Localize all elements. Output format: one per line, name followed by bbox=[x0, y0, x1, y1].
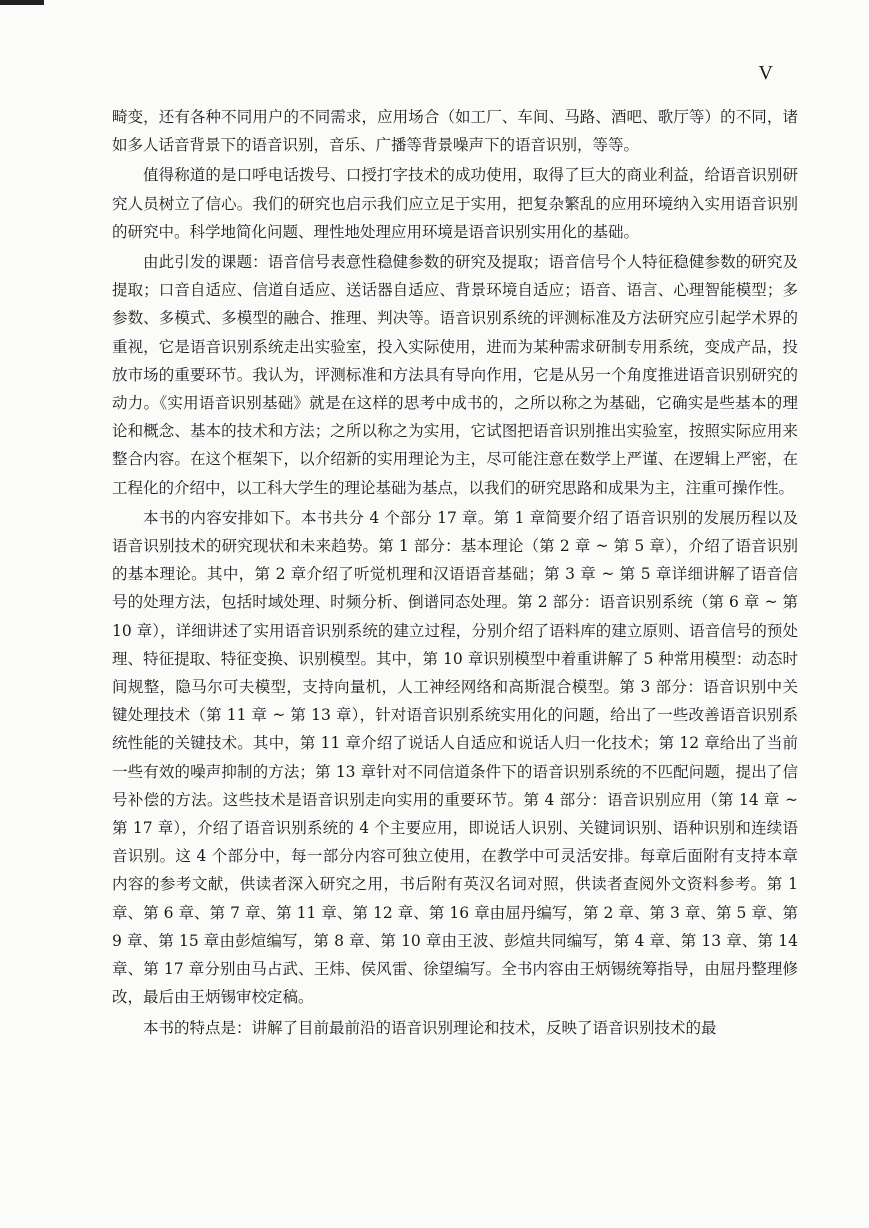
body-text bbox=[112, 103, 798, 1044]
paragraph-1: 畸变，还有各种不同用户的不同需求，应用场合（如工厂、车间、马路、酒吧、歌厅等）的不同，诸如多人话音背景下的语音识别，音乐、广播等背景噪声下的语音识别，等等。 bbox=[112, 108, 798, 155]
paragraph-3: 由此引发的课题：语音信号表意性稳健参数的研究及提取；语音信号个人特征稳健参数的研究及提取；口音自适应、信道自适应、送话器自适应、背景环境自适应；语音、语言、心理智能模型；多参数、多模式、多模型的融合、推理、判决等。语音识别系统的评测标准及方法研究应引起学术界的重视，它是语音识别系统走出实验室，投入实际使用，进而为某种需求研制专用系统，变成产品，投放市场的重要环节。我认为，评测标准和方法具有导向作用，它是从另一个角度推进语音识别研究的动力。《实用语音识别基础》就是在这样的思考中成书的，之所以称之为基础，它确实是些基本的理论和概念、基本的技术和方法；之所以称之为实用，它试图把语音识别推出实验室，按照实际应用来整合内容。在这个框架下，以介绍新的实用理论为主，尽可能注意在数学上严谨、在逻辑上严密，在工程化的介绍中，以工科大学生的理论基础为基点，以我们的研究思路和成果为主，注重可操作性。 bbox=[112, 253, 798, 497]
paragraph-5: 本书的特点是：讲解了目前最前沿的语音识别理论和技术，反映了语音识别技术的最 bbox=[143, 1018, 717, 1037]
corner-scan-mark bbox=[0, 0, 44, 5]
page-number: V bbox=[758, 62, 773, 84]
paragraph-2: 值得称道的是口呼电话拨号、口授打字技术的成功使用，取得了巨大的商业利益，给语音识别研究人员树立了信心。我们的研究也启示我们应立足于实用，把复杂繁乱的应用环境纳入实用语音识别的研究中。科学地简化问题、理性地处理应用环境是语音识别实用化的基础。 bbox=[112, 166, 798, 241]
paragraph-4: 本书的内容安排如下。本书共分 4 个部分 17 章。第 1 章简要介绍了语音识别的发展历程以及语音识别技术的研究现状和未来趋势。第 1 部分：基本理论（第 2 章 ~ 第 5 章），介绍了语音识别的基本理论。其中，第 2 章介绍了听觉机理和汉语语音基础；第 3 章 ~ 第 5 章详细讲解了语音信号的处理方法，包括时域处理、时频分析、倒谱同态处理。第 2 部分：语音识别系统（第 6 章 ~ 第 10 章），详细讲述了实用语音识别系统的建立过程，分别介绍了语料库的建立原则、语音信号的预处理、特征提取、特征变换、识别模型。其中，第 10 章识别模型中着重讲解了 5 种常用模型：动态时间规整，隐马尔可夫模型，支持向量机，人工神经网络和高斯混合模型。第 3 部分：语音识别中关键处理技术（第 11 章 ~ 第 13 章），针对语音识别系统实用化的问题，给出了一些改善语音识别系统性能的关键技术。其中，第 11 章介绍了说话人自适应和说话人归一化技术；第 12 章给出了当前一些有效的噪声抑制的方法；第 13 章针对不同信道条件下的语音识别系统的不匹配问题，提出了信号补偿的方法。这些技术是语音识别走向实用的重要环节。第 4 部分：语音识别应用（第 14 章 ~ 第 17 章），介绍了语音识别系统的 4 个主要应用，即说话人识别、关键词识别、语种识别和连续语音识别。这 4 个部分中，每一部分内容可独立使用，在教学中可灵活安排。每章后面附有支持本章内容的参考文献，供读者深入研究之用，书后附有英汉名词对照，供读者查阅外文资料参考。第 1 章、第 6 章、第 7 章、第 11 章、第 12 章、第 16 章由屈丹编写，第 2 章、第 3 章、第 5 章、第 9 章、第 15 章由彭煊编写，第 8 章、第 10 章由王波、彭煊共同编写，第 4 章、第 13 章、第 14 章、第 17 章分别由马占武、王炜、侯风雷、徐望编写。全书内容由王炳锡统筹指导，由屈丹整理修改，最后由王炳锡审校定稿。 bbox=[112, 508, 799, 1007]
